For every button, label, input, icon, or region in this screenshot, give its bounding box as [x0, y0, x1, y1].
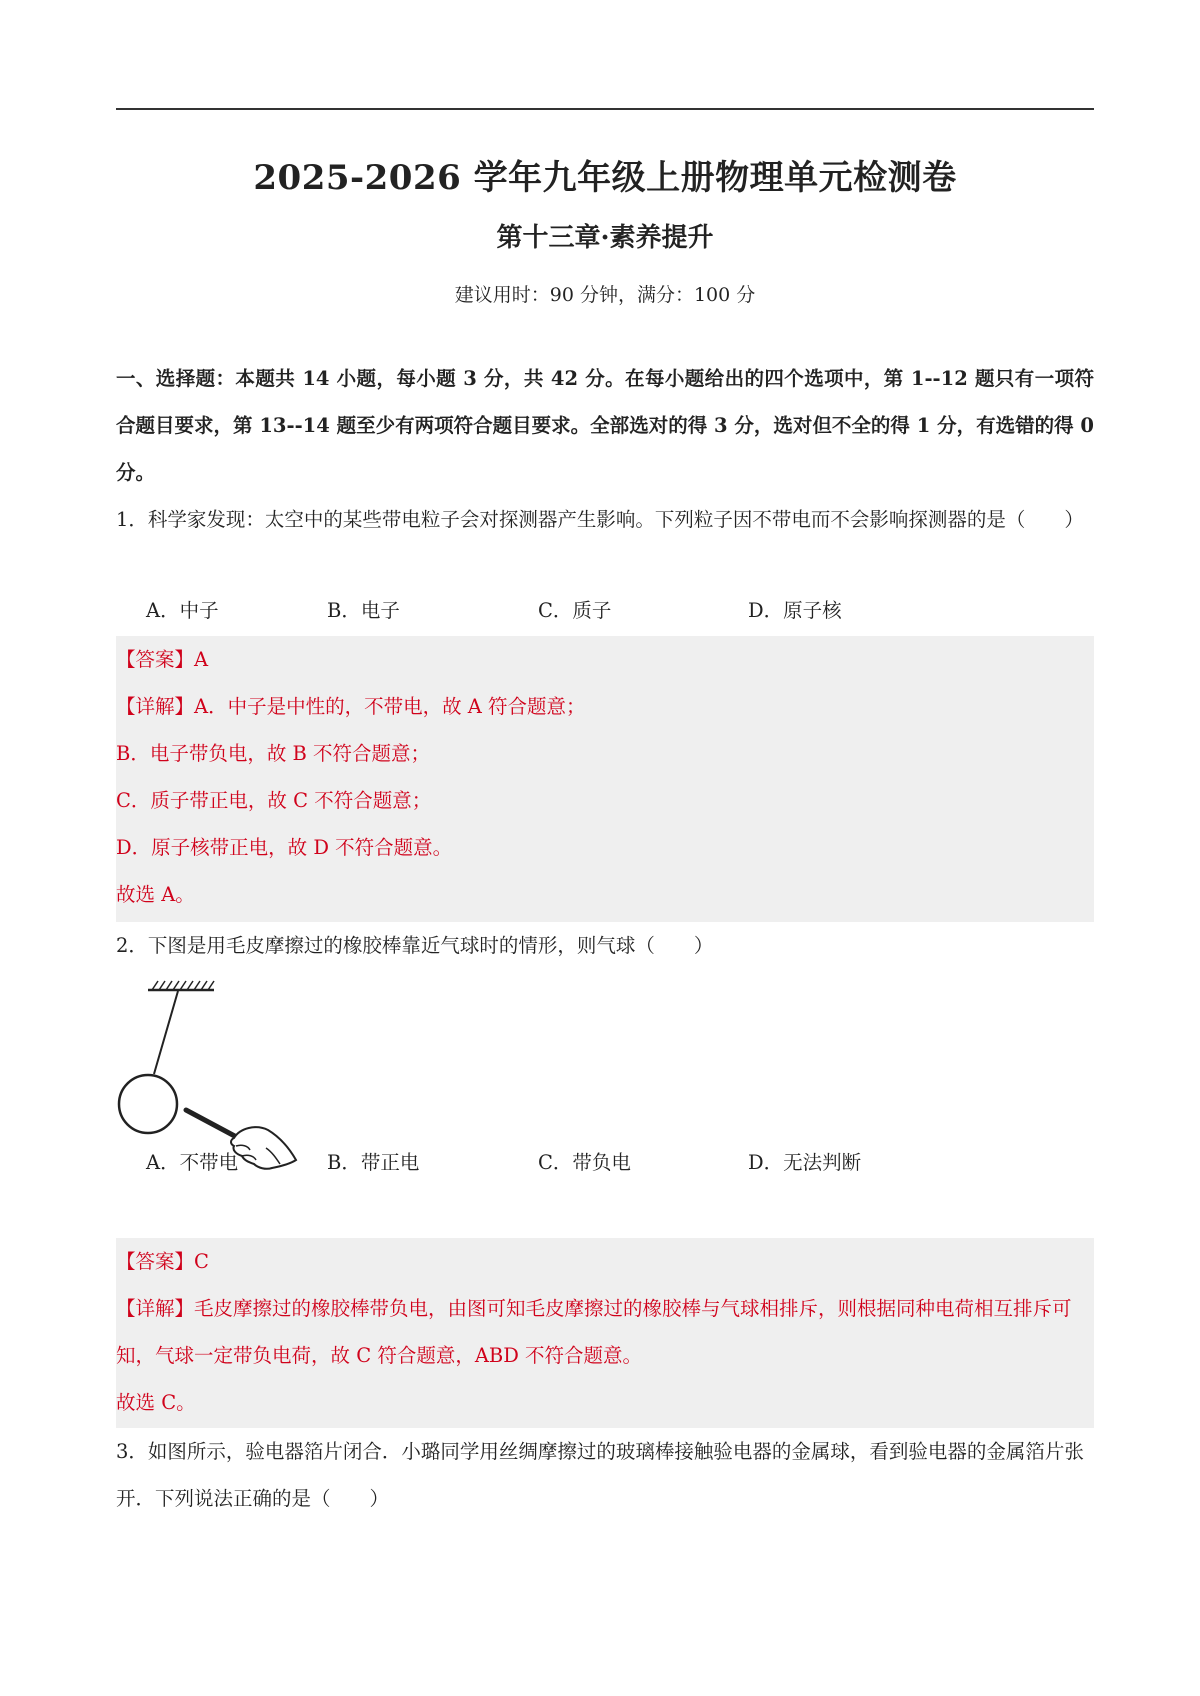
question-1-conclusion: 故选 A。	[116, 883, 195, 906]
page-subtitle: 第十三章·素养提升	[496, 223, 714, 253]
question-1-option-b: B．电子	[327, 599, 400, 622]
question-2-stem: 2．下图是用毛皮摩擦过的橡胶棒靠近气球时的情形，则气球（ ）	[116, 934, 714, 957]
question-2-options	[116, 1139, 1094, 1186]
ceiling-hatching	[152, 981, 214, 990]
question-1-stem: 1．科学家发现：太空中的某些带电粒子会对探测器产生影响。下列粒子因不带电而不会影响探测器的是（ ）	[116, 508, 1084, 531]
balloon	[119, 1075, 177, 1133]
question-1-explanation-line: 【详解】A．中子是中性的，不带电，故 A 符合题意；	[116, 695, 586, 718]
question-1-answer: 【答案】A	[116, 648, 209, 671]
suspension-string	[154, 991, 178, 1074]
question-2-option-b: B．带正电	[327, 1151, 420, 1174]
question-2-explanation: 【详解】毛皮摩擦过的橡胶棒带负电，由图可知毛皮摩擦过的橡胶棒与气球相排斥，则根据同种电荷相互排斥可知，气球一定带负电荷，故 C 符合题意，ABD 不符合题意。	[116, 1297, 1072, 1367]
question-1-explanation-line: B．电子带负电，故 B 不符合题意；	[116, 742, 431, 765]
question-2-option-c: C．带负电	[538, 1151, 631, 1174]
question-1-option-a: A．中子	[146, 599, 219, 622]
question-1-answer-box	[116, 636, 1094, 922]
section-heading: 一、选择题：本题共 14 小题，每小题 3 分，共 42 分。在每小题给出的四个选项中，第 1--12 题只有一项符合题目要求，第 13--14 题至少有两项符合题目要求。全部选对的得 3 分，选对但不全的得 1 分，有选错的得 0 分。	[116, 367, 1094, 484]
exam-time-and-score: 建议用时：90 分钟，满分：100 分	[454, 284, 756, 306]
header-rule	[116, 108, 1094, 110]
question-2-answer-box	[116, 1238, 1094, 1428]
question-1-options	[116, 587, 1094, 634]
question-1-option-d: D．原子核	[748, 599, 842, 622]
question-2-conclusion: 故选 C。	[116, 1391, 196, 1414]
question-2-option-d: D．无法判断	[748, 1151, 862, 1174]
page-title: 2025-2026 学年九年级上册物理单元检测卷	[253, 158, 957, 198]
question-2-option-a: A．不带电	[146, 1151, 239, 1174]
question-1-option-c: C．质子	[538, 599, 612, 622]
question-3-stem: 3．如图所示，验电器箔片闭合．小璐同学用丝绸摩擦过的玻璃棒接触验电器的金属球，看到验电器的金属箔片张开．下列说法正确的是（ ）	[116, 1440, 1084, 1510]
question-1-explanation-line: C．质子带正电，故 C 不符合题意；	[116, 789, 432, 812]
question-1-explanation-line: D．原子核带正电，故 D 不符合题意。	[116, 836, 453, 859]
question-2-answer: 【答案】C	[116, 1250, 209, 1273]
